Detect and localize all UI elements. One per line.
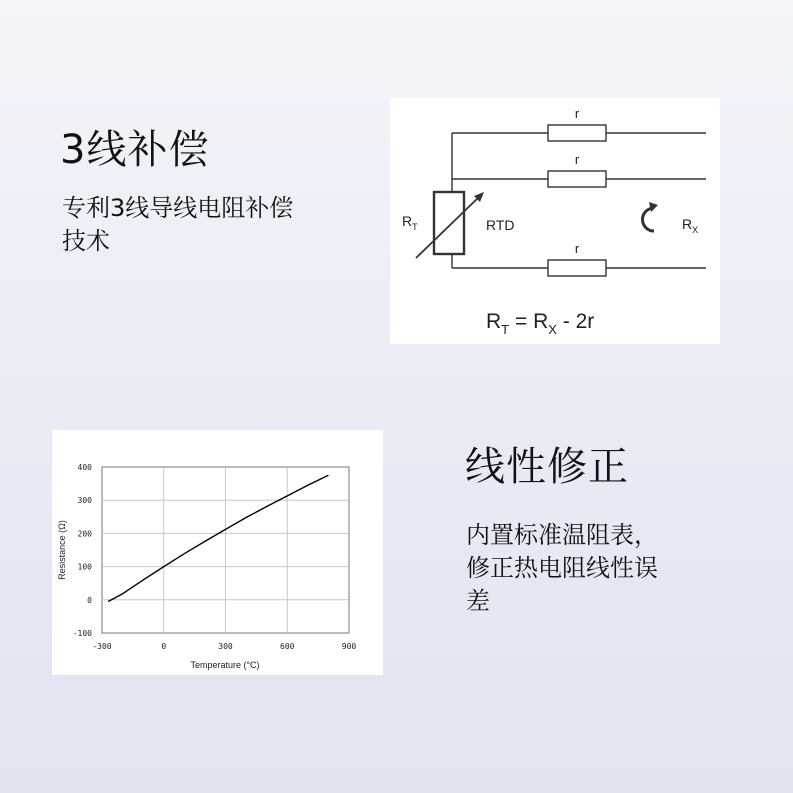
x-tick-label: 300 [218, 642, 233, 651]
series-layer [108, 475, 328, 601]
x-tick-label: 0 [161, 642, 167, 651]
resistance-temperature-chart [52, 430, 383, 675]
y-tick-label: 100 [77, 562, 92, 572]
circuit-diagram-panel [390, 98, 720, 344]
y-axis-label: Resistance (Ω) [57, 520, 67, 580]
lead-resistor-1 [548, 125, 606, 141]
lead-resistor-3 [548, 260, 606, 276]
measure-arc-head [649, 202, 658, 212]
formula-text: $R_T = R_X - 2r$ [486, 310, 595, 337]
lead-resistor-2 [548, 171, 606, 187]
rx-label: $R_X$ [682, 216, 699, 235]
circuit-diagram [390, 98, 720, 344]
section1-title: 3线补偿 [60, 127, 210, 173]
x-tick-label: -300 [92, 642, 112, 651]
section2-description: 内置标准温阻表，修正热电阻线性误差 [466, 521, 658, 615]
resistor-label-1: r [574, 106, 580, 121]
y-tick-label: 200 [77, 529, 92, 539]
x-tick-label: 900 [341, 642, 357, 651]
resistor-label-2: r [574, 152, 580, 167]
rt-label: $R_T$ [402, 213, 418, 232]
y-tick-label: 300 [77, 496, 92, 506]
grid-lines [102, 467, 349, 633]
rtd-symbol [434, 192, 464, 254]
y-tick-label: 400 [77, 463, 92, 472]
measure-arc-icon [643, 208, 655, 231]
resistor-label-3: r [574, 241, 580, 256]
section2-title: 线性修正 [465, 444, 629, 490]
rtd-label: RTD [486, 217, 515, 233]
y-tick-label: -100 [72, 629, 92, 638]
x-axis-label: Temperature (°C) [190, 660, 260, 670]
y-tick-label: 0 [87, 595, 92, 605]
resistance-chart-panel [52, 430, 383, 675]
tick-labels [73, 463, 357, 651]
section1-description: 专利3线导线电阻补偿技术 [62, 194, 294, 255]
resistance-curve [108, 475, 328, 601]
x-tick-label: 600 [280, 642, 295, 651]
